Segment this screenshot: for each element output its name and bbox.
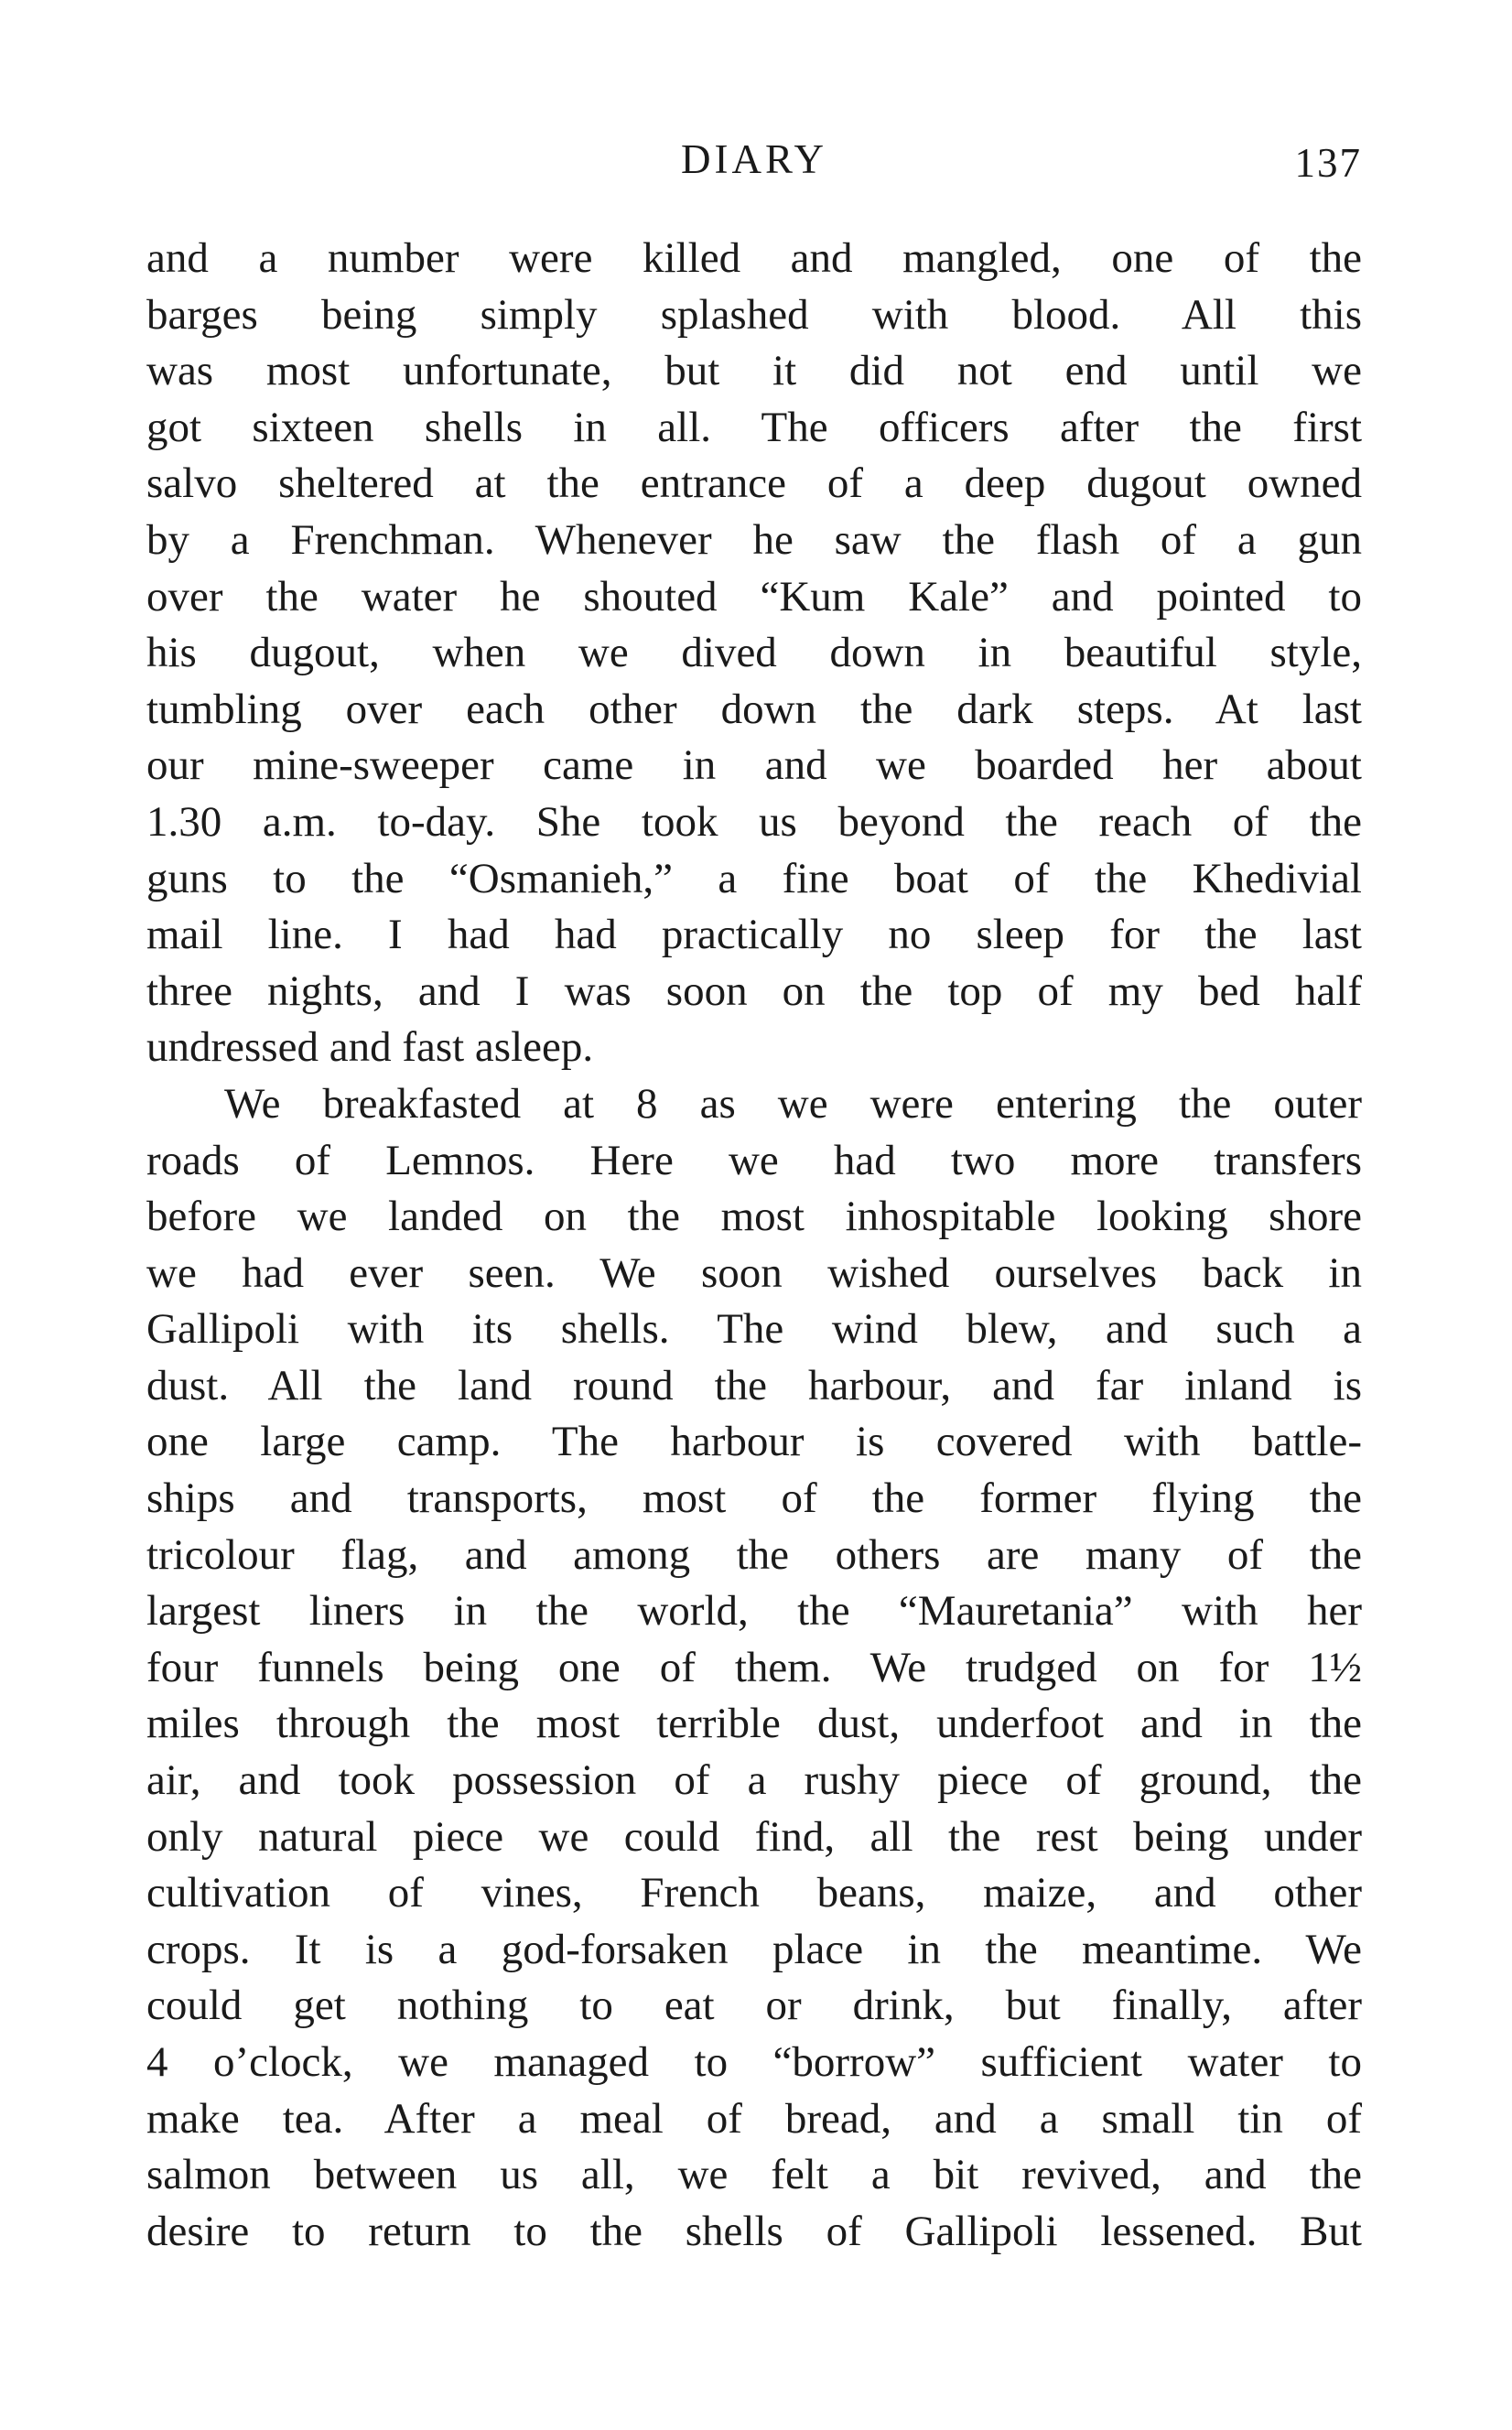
text-line: got sixteen shells in all. The officers after the first (146, 403, 1362, 451)
text-line: crops. It is a god-forsaken place in the meantime. We (146, 1925, 1362, 1973)
text-line: make tea. After a meal of bread, and a small tin of (146, 2094, 1362, 2143)
text-line: 1.30 a.m. to-day. She took us beyond the reach of the (146, 797, 1362, 846)
text-line: mail line. I had had practically no sleep for the last (146, 911, 1362, 959)
text-line: ships and transports, most of the former flying the (146, 1474, 1362, 1523)
body-text (146, 231, 1362, 2260)
text-line: his dugout, when we dived down in beautiful style, (146, 629, 1362, 677)
text-line: could get nothing to eat or drink, but finally, after (146, 1982, 1362, 2030)
running-head (146, 135, 1362, 200)
text-line: tumbling over each other down the dark steps. At last (146, 685, 1362, 733)
text-line: largest liners in the world, the “Mauretania” with her (146, 1587, 1362, 1636)
text-line: air, and took possession of a rushy piece of ground, the (146, 1756, 1362, 1805)
text-line: over the water he shouted “Kum Kale” and pointed to (146, 572, 1362, 621)
text-line: one large camp. The harbour is covered with battle- (146, 1418, 1362, 1466)
text-line: only natural piece we could find, all the rest being under (146, 1812, 1362, 1861)
text-line: We breakfasted at 8 as we were entering the outer (224, 1079, 1362, 1128)
page-number: 137 (1294, 140, 1362, 186)
text-line: guns to the “Osmanieh,” a fine boat of the Khedivial (146, 854, 1362, 902)
text-line: cultivation of vines, French beans, maize, and other (146, 1869, 1362, 1917)
text-line: dust. All the land round the harbour, and far inland is (146, 1361, 1362, 1409)
text-line: miles through the most terrible dust, underfoot and in the (146, 1700, 1362, 1748)
text-line: four funnels being one of them. We trudged on for 1½ (146, 1643, 1362, 1691)
text-line: tricolour flag, and among the others are many of the (146, 1530, 1362, 1579)
text-line: our mine-sweeper came in and we boarded her about (146, 741, 1362, 790)
text-line: undressed and fast asleep. (146, 1023, 594, 1072)
text-line: was most unfortunate, but it did not end until we (146, 347, 1362, 395)
text-line: before we landed on the most inhospitable looking shore (146, 1193, 1362, 1241)
text-line: 4 o’clock, we managed to “borrow” sufficient water to (146, 2038, 1362, 2086)
text-line: and a number were killed and mangled, one of the (146, 234, 1362, 282)
text-line: salvo sheltered at the entrance of a deep dugout owned (146, 459, 1362, 508)
text-line: we had ever seen. We soon wished ourselves back in (146, 1248, 1362, 1297)
text-line: desire to return to the shells of Gallipoli lessened. But (146, 2207, 1362, 2255)
text-line: roads of Lemnos. Here we had two more transfers (146, 1136, 1362, 1184)
text-line: salmon between us all, we felt a bit revived, and the (146, 2151, 1362, 2199)
text-line: Gallipoli with its shells. The wind blew, and such a (146, 1305, 1362, 1354)
text-line: by a Frenchman. Whenever he saw the flash of a gun (146, 515, 1362, 564)
running-head-title: DIARY (680, 136, 827, 182)
text-line: barges being simply splashed with blood. All this (146, 290, 1362, 339)
text-line: three nights, and I was soon on the top of my bed half (146, 967, 1362, 1015)
